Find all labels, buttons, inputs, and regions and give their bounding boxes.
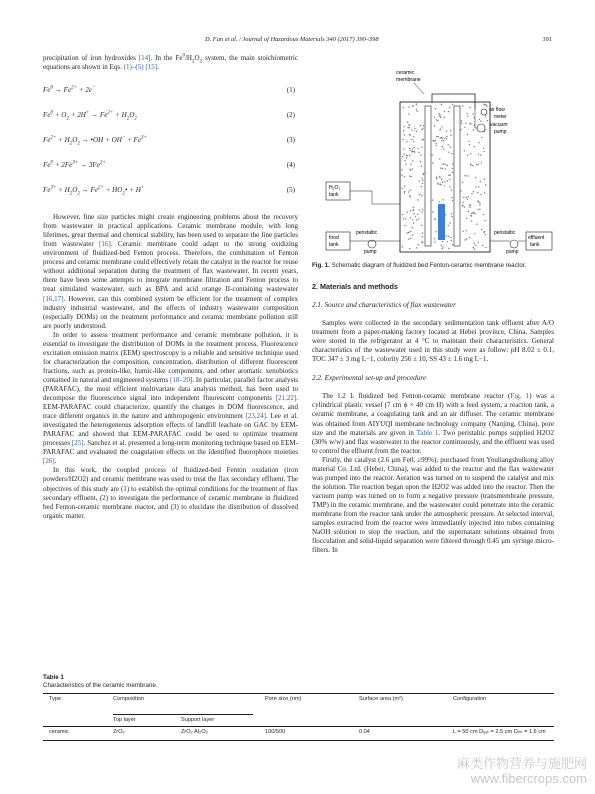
left-column	[43, 54, 298, 521]
svg-text:pump: pump	[494, 129, 507, 135]
equation-text: $Fe^0 + O_2 + 2H^+ \to Fe^{2+} + H_2O_2$	[43, 110, 137, 122]
col-header: Surface area (m²)	[359, 695, 403, 702]
equation-number: (1)	[286, 86, 295, 95]
table-caption: Characteristics of the ceramic membrane.	[43, 681, 158, 689]
membrane-tube	[425, 106, 431, 246]
aeration-arrow	[438, 204, 445, 240]
flow-meter-icon	[481, 109, 487, 115]
svg-text:tank: tank	[329, 242, 339, 248]
svg-text:peristaltic: peristaltic	[494, 230, 516, 236]
ref-link[interactable]: [25]	[71, 439, 84, 448]
table-subheader-row	[43, 715, 554, 726]
svg-text:H₂O₂: H₂O₂	[329, 185, 341, 191]
equation	[43, 107, 298, 132]
subsection-heading: 2.1. Source and characteristics of flax wastewater	[312, 301, 456, 310]
figure-caption: Fig. 1. Schematic diagram of fluidized bed Fenton-ceramic membrane reactor.	[312, 262, 527, 269]
section-heading: 2. Materials and methods	[312, 282, 398, 291]
watermark: 麻类作物营养与施肥网 www.fibercrops.com	[456, 756, 587, 786]
eq-link[interactable]: (5)	[135, 63, 144, 72]
equation-number: (2)	[286, 111, 295, 120]
ref-link[interactable]: [23,24]	[245, 412, 267, 421]
equation	[43, 182, 298, 207]
svg-text:meter: meter	[494, 114, 507, 120]
col-header: Type	[49, 695, 62, 702]
svg-text:membrane: membrane	[396, 77, 421, 83]
svg-text:vacuum: vacuum	[490, 122, 508, 128]
running-header	[0, 36, 595, 48]
paragraph: Firstly, the catalyst (2.6 μm Fe0, ≥99%), purchased from Youliangshuikong alloy material Co. Ltd. (Hebei, China), was added to the reactor and the flax wastewater was pumped into the reactor. Aeration was turned on to suspend the catalyst and mix the solution. The reaction began upon the H2O2 was added into the reactor. Then the vacuum pump was turned on to form a negative pressure (transmembrane pressure, TMP) in the ceramic membrane, and the wastewater could penetrate into the ceramic membrane from the reactor tank under the atmospheric pressure. At selected interval, samples extracted from the reactor were immediately injected into tubes containing NaOH solution to stop the reaction, and the supernatant solutions obtained from flocculation and solid-liquid separation were filtered through 0.45 μm syringe micro-filters. In	[312, 455, 554, 555]
equation-list	[43, 82, 298, 207]
ref-link[interactable]: [16,17]	[43, 294, 64, 303]
page-number: 391	[542, 36, 552, 43]
equation-number: (3)	[286, 136, 295, 145]
paragraph: Samples were collected in the secondary sedimentation tank effluent after A/O treatment from a paper-making factory located at Hebei province, China. Samples were stored in the refrigerator at 4 °C to maintain their characteristics. General characteristics of the wastewater used in this study were as follow: pH 8.02 ± 0.1, TOC 347 ± 3 mg L−1, colority 256 ± 10, SS 43 ± 1.6 mg L−1.	[312, 319, 554, 364]
equation-number: (4)	[286, 161, 295, 170]
col-subheader: Support layer	[181, 716, 215, 723]
ref-link[interactable]: [18–20]	[170, 375, 193, 384]
svg-text:peristaltic: peristaltic	[356, 230, 378, 236]
ref-link[interactable]: [21,22]	[275, 394, 297, 403]
col-header: Configuration	[453, 695, 487, 702]
vacuum-pump-icon	[477, 124, 485, 132]
svg-text:air flow: air flow	[489, 107, 505, 113]
table-link[interactable]: Table 1	[416, 428, 439, 437]
ref-link[interactable]: [26]	[43, 457, 55, 466]
svg-text:effluent: effluent	[528, 235, 545, 241]
svg-text:pump: pump	[364, 249, 377, 254]
table-header-row	[43, 694, 554, 714]
equation-text: $Fe^0 + 2Fe^{3+} \to 3Fe^{2+}$	[43, 160, 106, 170]
svg-text:ceramic: ceramic	[396, 70, 415, 76]
svg-text:tank: tank	[530, 242, 540, 248]
equation	[43, 157, 298, 182]
svg-text:tank: tank	[329, 192, 339, 198]
paragraph: However, fine size particles might create engineering problems about the recovery from wastewater in practical applications. Ceramic membrane module, with long lifetimes, great thermal and chemical stability, has been used to separate the fine particles from wastewater [16]. Ceramic membrane could adapt to the strong oxidizing environment of fluidized-bed Fenton process. Therefore, the combination of Fenton process and ceramic membrane could effectively retain the catalyst in the reactor for reuse without additional separation during the treatment of flax wastewater. In recent years, there have been some attempts to integrate membrane filtration and Fenton process to treat simulated wastewater, such as BPA and acid orange II-containing wastewater [16,17]. However, can this combined system be efficient for the treatment of complex industry industrial wastewater, and the effects of industry wastewater composition (especially DOMs) on the treatment performance and ceramic membrane pollution still are poorly understood.	[43, 213, 298, 330]
reactor-schematic	[312, 54, 554, 254]
equation-text: $Fe^{3+} + H_2O_2 \to Fe^{2+}$ + $HO_2• + H^+$	[43, 185, 145, 197]
table-title: Table 1	[43, 674, 64, 681]
equation-number: (5)	[286, 186, 295, 195]
paragraph: The 1.2 L fluidized bed Fenton-ceramic membrane reactor (Fig. 1) was a cylindrical plastic vessel (7 cm ϕ × 40 cm H) with a feed system, a reaction tank, a ceramic membrane, a coagulating tank and an air diffuser. The ceramic membrane was obtained from AIYUQI membrane technology company (Nanjing, China), pore size and the materials are given in Table 1. Two peristaltic pumps supplied H2O2 (30% w/w) and flax wastewater to the reactor continuously, and the effluent was used to control the effluent from the reactor.	[312, 392, 554, 455]
figure-link[interactable]: Fig. 1	[510, 392, 530, 401]
journal-citation: D. Fan et al. / Journal of Hazardous Materials 340 (2017) 390–398	[205, 36, 379, 43]
table-row: ceramic ZrO₂ ZrO₂ Al₂O₃ 100/500 0.04 L = 50 cm Dₒᵤₜ = 2.5 cm Dᵢₙₜ = 1.6 cm	[49, 728, 546, 735]
ref-link[interactable]: [16]	[99, 240, 111, 249]
equation	[43, 82, 298, 107]
membrane-tube	[454, 106, 460, 246]
intro-paragraph: precipitation of iron hydroxides [14]. In the $Fe^0/H_2O_2$ system, the main stoichiometric equations are shown in Eqs. (1)–(5) [15].	[43, 53, 298, 72]
figure-1	[312, 54, 554, 254]
ref-link[interactable]: [14]	[138, 54, 151, 62]
col-subheader: Top layer	[113, 716, 136, 723]
peristaltic-pump-icon	[510, 240, 518, 248]
equation-text: $Fe^0 \to Fe^{2+} + 2e^-$	[43, 85, 96, 95]
equation	[43, 132, 298, 157]
svg-text:food: food	[329, 235, 339, 241]
col-header: Pore size (nm)	[265, 695, 302, 702]
paragraph: In this work, the coupled process of fluidized-bed Fenton oxidation (iron powders/H2O2) and ceramic membrane was used to treat the flax secondary effluent. The objectives of this study are (1) to establish the optimal conditions for the treatment of flax secondary effluent, (2) to investigate the performance of ceramic membrane in fluidized bed Fenton-ceramic membrane reactor, and (3) to elucidate the distribution of dissolved organic matter.	[43, 466, 298, 520]
svg-text:pump: pump	[506, 249, 519, 254]
ref-link[interactable]: [15]	[145, 63, 158, 72]
table-1	[43, 674, 554, 741]
col-header: Composition	[113, 695, 145, 702]
eq-link[interactable]: (1)	[123, 63, 132, 72]
equation-text: $Fe^{2+} + H_2O_2$ → •OH + $OH^- + Fe^{3+}$	[43, 135, 147, 147]
subsection-heading: 2.2. Experimental set-up and procedure	[312, 374, 427, 383]
paragraph: In order to assess treatment performance and ceramic membrane pollution, it is essential to investigate the distribution of DOMs in the treatment process. Fluorescence excitation emission matrix (EEM) spectroscopy is a reliable and sensitive technique used for characterization the composition, concentration, distribution of different fluorescent fractions, such as protein-like, humic-like components, and other aromatic xenobiotics contained in natural and engineered systems [18–20]. In particular, parallel factor analysis (PARAFAC), the most efficient multivariate data analysis method, has been used to decompose the fluorescence signal into independent fluorescent components [21,22]. EEM-PARAFAC could characterize, quantify the changes in DOM fluorescence, and trace different organics in the nature and anthropogenic environment [23,24]. Lee et al. investigated the heterogeneous adsorption effects of landfill leachate on GAC by EEM-PARAFAC and showed that EEM-PARAFAC could be used to optimize treatment processes [25]. Sanchez et al. presented a long-term monitoring technique based on EEM-PARAFAC and evaluated the coagulation effects on the identified fluorophore moieties [26].	[43, 330, 299, 466]
right-column	[312, 54, 554, 555]
